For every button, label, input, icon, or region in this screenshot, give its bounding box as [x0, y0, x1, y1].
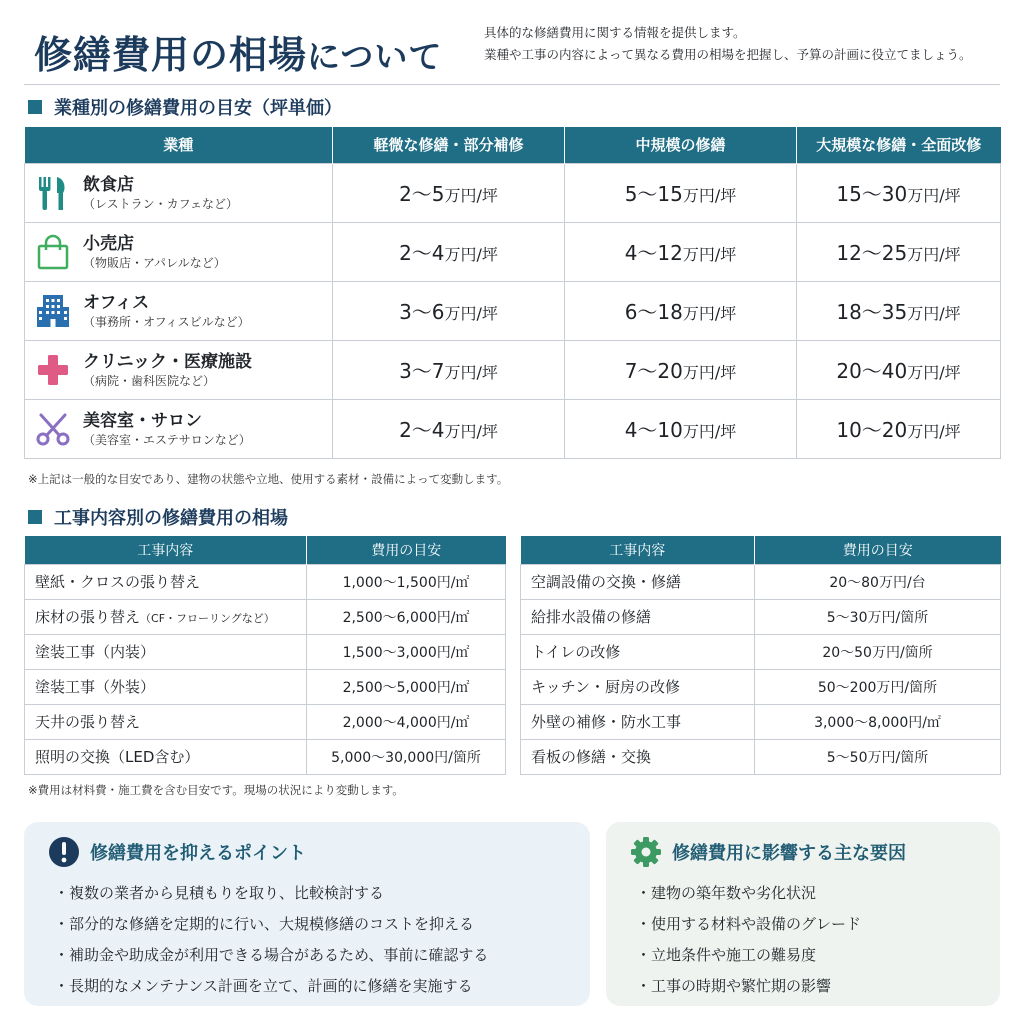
light-cost-value: 2～5: [399, 182, 445, 206]
exclamation-icon: [48, 836, 80, 868]
page-title: [34, 24, 442, 79]
work-name: 照明の交換（LED含む）: [35, 748, 200, 766]
cost-unit: 万円/坪: [682, 422, 737, 441]
light-cost-cell: [333, 163, 565, 222]
industry-table-header: [25, 127, 1001, 163]
mid-cost-cell: [565, 163, 797, 222]
work-name: トイレの改修: [521, 634, 755, 669]
industry-cell: [25, 399, 333, 458]
col-industry: 業種: [25, 127, 333, 163]
cost-saving-tips-card: [24, 822, 590, 1006]
industry-table-note: ※上記は一般的な目安であり、建物の状態や立地、使用する素材・設備によって変動します。: [28, 472, 509, 486]
gear-icon: [630, 836, 662, 868]
work-note: （CF・フローリングなど）: [140, 612, 275, 625]
table-row: [25, 222, 1001, 281]
work-cell: [25, 669, 307, 704]
list-item: ・ 複数の業者から見積もりを取り、比較検討する: [54, 878, 488, 909]
col-work: 工事内容: [25, 536, 307, 564]
work-name: 空調設備の交換・修繕: [521, 564, 755, 599]
tips-title: 修繕費用を抑えるポイント: [90, 843, 306, 864]
cost-cell: 1,000～1,500円/㎡: [307, 564, 506, 599]
page-title-main: 修繕費用の相場: [34, 33, 308, 77]
industry-name: 飲食店: [83, 174, 134, 195]
industry-cost-table: [24, 127, 1001, 459]
light-cost-cell: [333, 399, 565, 458]
industry-cell: [25, 163, 333, 222]
section-industry-title: 業種別の修繕費用の目安（坪単価）: [54, 98, 342, 119]
work-name: 天井の張り替え: [35, 713, 141, 731]
mid-cost-cell: [565, 340, 797, 399]
large-cost-cell: [797, 340, 1001, 399]
industry-name: オフィス: [83, 292, 150, 313]
industry-name: クリニック・医療施設: [83, 351, 252, 372]
work-name: 外壁の補修・防水工事: [521, 704, 755, 739]
light-cost-value: 2～4: [399, 418, 445, 442]
cost-unit: 万円/坪: [444, 422, 498, 441]
cost-cell: 50～200万円/箇所: [755, 669, 1001, 704]
shopping-bag-icon: [33, 232, 73, 272]
mid-cost-value: 7～20: [624, 359, 683, 383]
cost-unit: 万円/坪: [907, 245, 961, 264]
cost-unit: 万円/坪: [682, 304, 737, 323]
industry-name: 美容室・サロン: [83, 410, 202, 431]
table-row: [25, 163, 1001, 222]
large-cost-cell: [797, 163, 1001, 222]
table-row: [25, 739, 506, 774]
header-divider: [24, 84, 1000, 85]
large-cost-value: 18～35: [836, 300, 908, 324]
col-cost: 費用の目安: [755, 536, 1001, 564]
list-item: ・ 長期的なメンテナンス計画を立て、計画的に修繕を実施する: [54, 971, 488, 1002]
industry-cell: [25, 340, 333, 399]
work-name: 壁紙・クロスの張り替え: [35, 573, 201, 591]
cost-cell: 2,500～6,000円/㎡: [307, 599, 506, 634]
factors-title: 修繕費用に影響する主な要因: [672, 843, 906, 864]
list-item: ・ 補助金や助成金が利用できる場合があるため、事前に確認する: [54, 940, 488, 971]
industry-examples: （レストラン・カフェなど）: [83, 196, 239, 211]
large-cost-value: 15～30: [836, 182, 908, 206]
mid-cost-value: 4～12: [624, 241, 683, 265]
cost-unit: 万円/坪: [907, 422, 961, 441]
office-building-icon: [33, 291, 73, 331]
light-cost-cell: [333, 281, 565, 340]
utensils-icon: [33, 173, 73, 213]
cost-cell: 5,000～30,000円/箇所: [307, 739, 506, 774]
mid-cost-value: 6～18: [624, 300, 683, 324]
cost-unit: 万円/坪: [682, 363, 737, 382]
section-marker: [28, 100, 42, 114]
table-row: [25, 634, 506, 669]
cost-unit: 万円/坪: [907, 186, 961, 205]
section-work-heading: [28, 504, 288, 530]
cost-cell: 5～50万円/箇所: [755, 739, 1001, 774]
cost-factors-card: [606, 822, 1000, 1006]
medical-cross-icon: [33, 350, 73, 390]
tips-list: [54, 878, 488, 1002]
work-table-note: ※費用は材料費・施工費を含む目安です。現場の状況により変動します。: [28, 783, 404, 797]
tips-heading: [48, 836, 306, 868]
mid-cost-value: 5～15: [624, 182, 683, 206]
cost-cell: 5～30万円/箇所: [755, 599, 1001, 634]
work-name: 床材の張り替え: [35, 608, 141, 626]
cost-cell: 3,000～8,000円/㎡: [755, 704, 1001, 739]
cost-unit: 万円/坪: [444, 186, 498, 205]
col-large-repair: 大規模な修繕・全面改修: [797, 127, 1001, 163]
work-cost-table-right: [520, 536, 1001, 775]
cost-cell: 2,500～5,000円/㎡: [307, 669, 506, 704]
industry-cell: [25, 222, 333, 281]
large-cost-cell: [797, 222, 1001, 281]
table-row: [25, 599, 506, 634]
table-row: [521, 599, 1001, 634]
work-cell: [25, 704, 307, 739]
list-item: ・ 立地条件や施工の難易度: [636, 940, 861, 971]
section-work-title: 工事内容別の修繕費用の相場: [54, 508, 288, 529]
work-cell: [25, 634, 307, 669]
section-industry-heading: [28, 94, 342, 120]
table-row: [521, 634, 1001, 669]
col-work: 工事内容: [521, 536, 755, 564]
industry-cell: [25, 281, 333, 340]
industry-examples: （物販店・アパレルなど）: [83, 255, 226, 270]
light-cost-cell: [333, 340, 565, 399]
table-row: [521, 739, 1001, 774]
cost-unit: 万円/坪: [682, 245, 737, 264]
work-cost-table-left: [24, 536, 506, 775]
intro-line-1: 具体的な修繕費用に関する情報を提供します。: [484, 25, 746, 40]
industry-examples: （事務所・オフィスビルなど）: [83, 314, 250, 329]
table-row: [521, 669, 1001, 704]
work-cell: [25, 739, 307, 774]
cost-cell: 20～80万円/台: [755, 564, 1001, 599]
cost-cell: 1,500～3,000円/㎡: [307, 634, 506, 669]
list-item: ・ 使用する材料や設備のグレード: [636, 909, 861, 940]
cost-unit: 万円/坪: [907, 304, 961, 323]
large-cost-value: 10～20: [836, 418, 908, 442]
cost-unit: 万円/坪: [682, 186, 737, 205]
light-cost-cell: [333, 222, 565, 281]
work-name: キッチン・厨房の改修: [521, 669, 755, 704]
table-row: [521, 704, 1001, 739]
cost-unit: 万円/坪: [444, 245, 498, 264]
cost-cell: 2,000～4,000円/㎡: [307, 704, 506, 739]
list-item: ・ 建物の築年数や劣化状況: [636, 878, 861, 909]
work-name: 看板の修繕・交換: [521, 739, 755, 774]
light-cost-value: 3～6: [399, 300, 445, 324]
list-item: ・ 部分的な修繕を定期的に行い、大規模修繕のコストを抑える: [54, 909, 488, 940]
table-row: [25, 340, 1001, 399]
cost-unit: 万円/坪: [907, 363, 961, 382]
page-title-suffix: について: [307, 37, 443, 76]
work-cell: [25, 599, 307, 634]
page-header: [24, 16, 1000, 82]
industry-examples: （病院・歯科医院など）: [83, 373, 216, 388]
table-row: [25, 281, 1001, 340]
mid-cost-cell: [565, 399, 797, 458]
cost-cell: 20～50万円/箇所: [755, 634, 1001, 669]
factors-heading: [630, 836, 906, 868]
mid-cost-value: 4～10: [624, 418, 683, 442]
intro-text: [484, 22, 1004, 66]
industry-examples: （美容室・エステサロンなど）: [83, 432, 251, 447]
mid-cost-cell: [565, 222, 797, 281]
table-row: [25, 704, 506, 739]
work-name: 塗装工事（内装）: [35, 643, 156, 661]
table-row: [25, 564, 506, 599]
large-cost-cell: [797, 399, 1001, 458]
section-marker: [28, 510, 42, 524]
light-cost-value: 2～4: [399, 241, 445, 265]
work-cell: [25, 564, 307, 599]
table-row: [521, 564, 1001, 599]
factors-list: [636, 878, 861, 1002]
list-item: ・ 工事の時期や繁忙期の影響: [636, 971, 861, 1002]
industry-name: 小売店: [83, 233, 134, 254]
work-table-header: [521, 536, 1001, 564]
intro-line-2: 業種や工事の内容によって異なる費用の相場を把握し、予算の計画に役立てましょう。: [484, 47, 972, 62]
large-cost-value: 20～40: [836, 359, 908, 383]
large-cost-cell: [797, 281, 1001, 340]
cost-unit: 万円/坪: [444, 363, 498, 382]
work-name: 塗装工事（外装）: [35, 678, 156, 696]
scissors-icon: [33, 409, 73, 449]
col-light-repair: 軽微な修繕・部分補修: [333, 127, 565, 163]
work-name: 給排水設備の修繕: [521, 599, 755, 634]
col-cost: 費用の目安: [307, 536, 506, 564]
large-cost-value: 12～25: [836, 241, 908, 265]
light-cost-value: 3～7: [399, 359, 445, 383]
cost-unit: 万円/坪: [444, 304, 498, 323]
mid-cost-cell: [565, 281, 797, 340]
col-mid-repair: 中規模の修繕: [565, 127, 797, 163]
work-table-header: [25, 536, 506, 564]
table-row: [25, 399, 1001, 458]
table-row: [25, 669, 506, 704]
